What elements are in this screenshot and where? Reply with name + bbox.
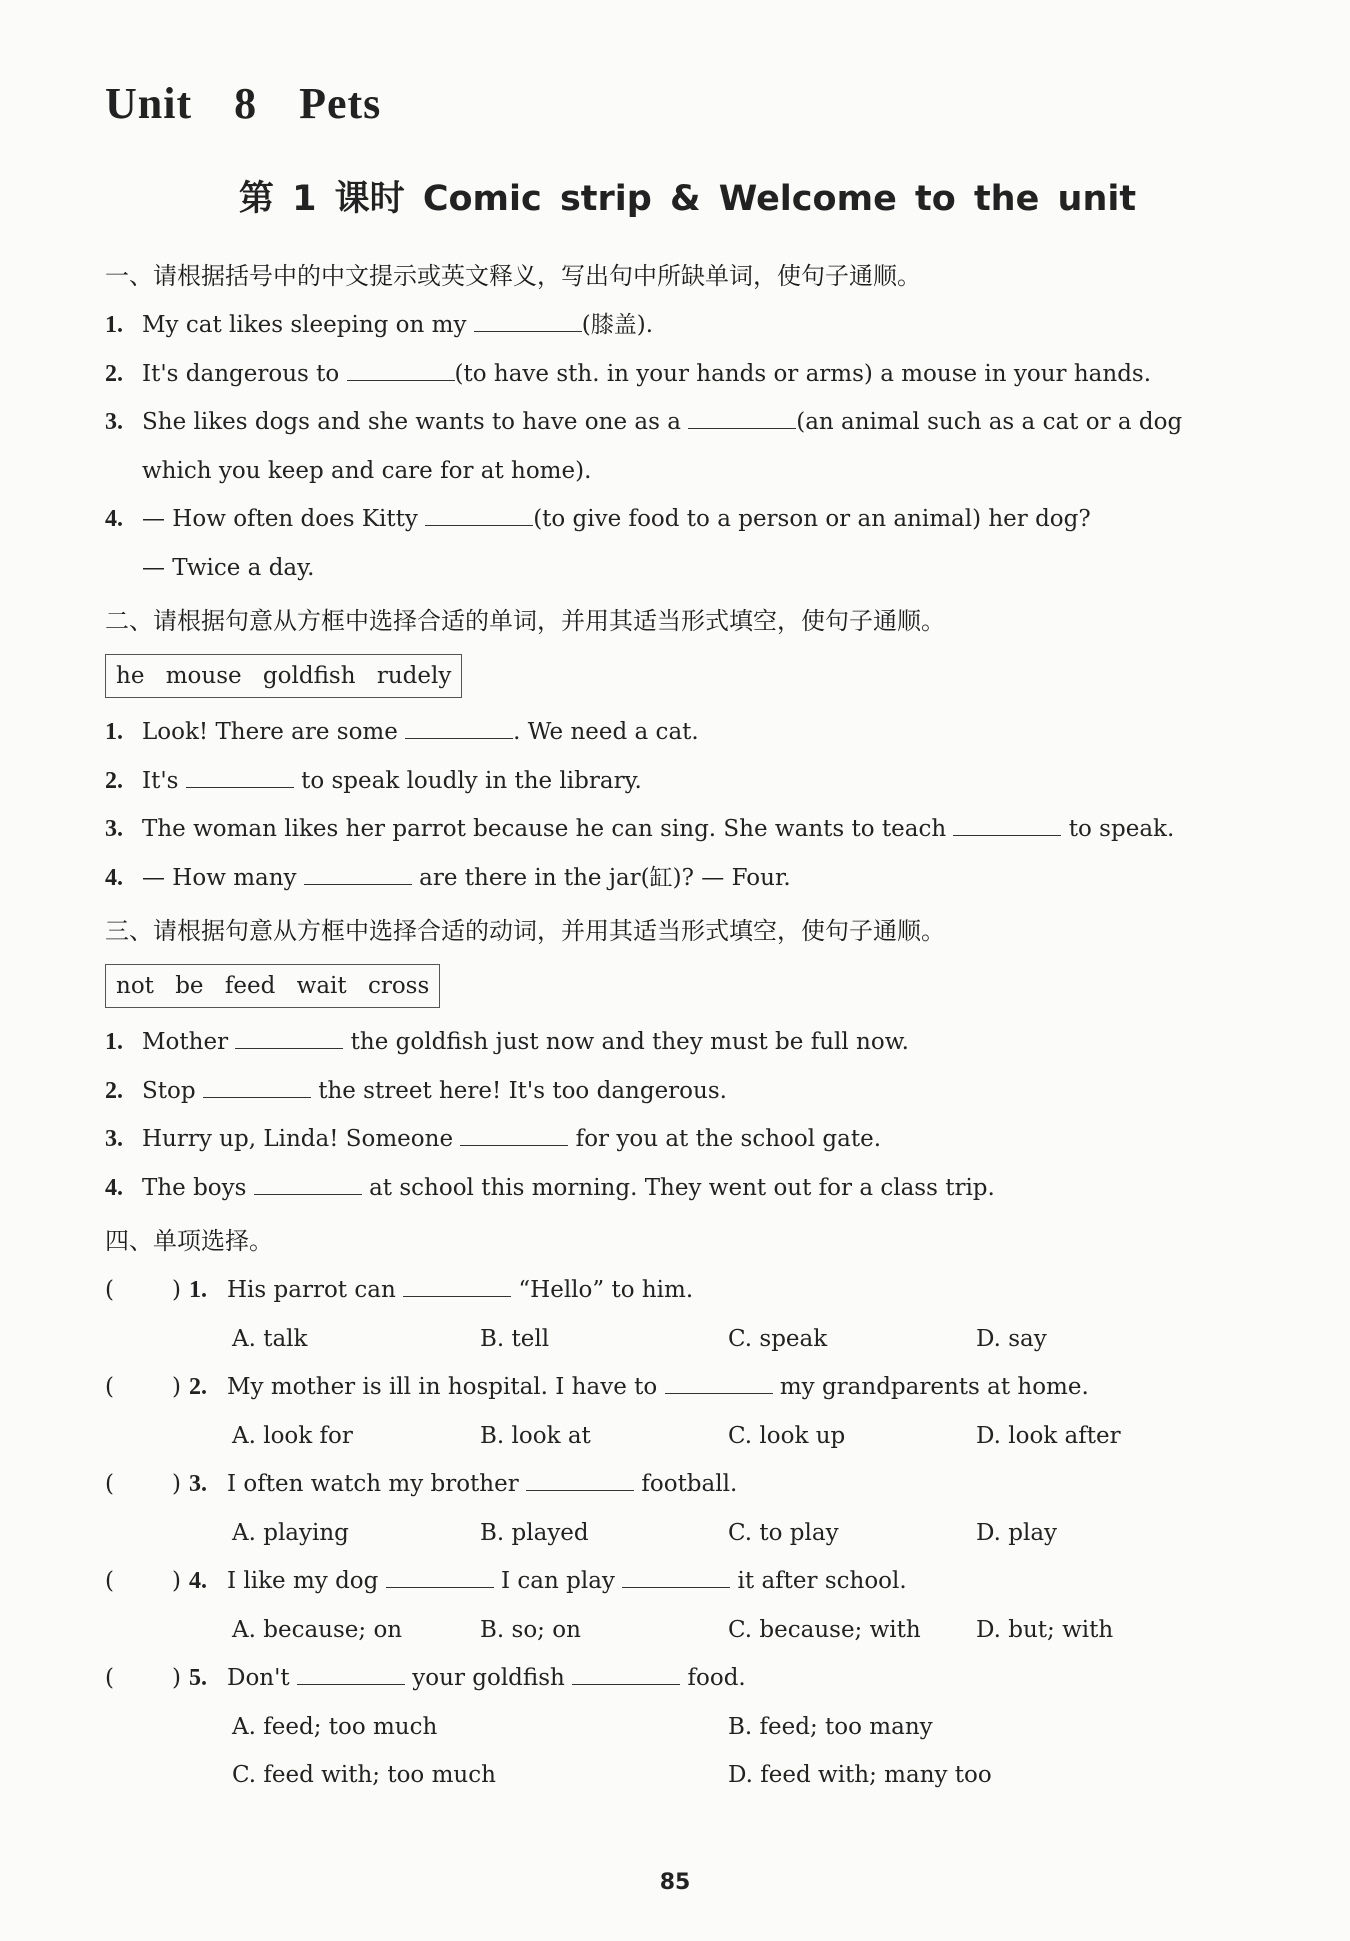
mc-question-3: [105, 1460, 1270, 1509]
question-number: 3.: [189, 1471, 207, 1497]
mc-options: [105, 1751, 1270, 1800]
option-a[interactable]: A. talk: [232, 1325, 308, 1352]
option-a[interactable]: A. because; on: [232, 1616, 403, 1643]
question-text: It's: [142, 767, 186, 794]
s2-question-1: [105, 708, 1270, 757]
option-b[interactable]: B. played: [480, 1519, 589, 1546]
s3-question-4: [105, 1164, 1270, 1213]
section4-heading: 四、单项选择。: [105, 1227, 273, 1255]
option-d[interactable]: D. feed with; many too: [728, 1762, 992, 1788]
answer-blank[interactable]: [622, 1565, 730, 1588]
mc-options: [105, 1509, 1270, 1558]
option-d[interactable]: D. say: [976, 1325, 1047, 1352]
s2-question-3: [105, 805, 1270, 854]
question-text: Hurry up, Linda! Someone: [142, 1126, 461, 1152]
question-number: 4.: [105, 1174, 123, 1201]
answer-parentheses[interactable]: ( ): [105, 1665, 181, 1691]
question-number: 4.: [105, 864, 123, 891]
option-c[interactable]: C. because; with: [728, 1616, 921, 1643]
mc-options: [105, 1315, 1270, 1364]
s1-question-2: [105, 350, 1270, 399]
option-a[interactable]: A. playing: [232, 1519, 349, 1546]
question-number: 3.: [105, 409, 123, 435]
option-c[interactable]: C. feed with; too much: [232, 1762, 496, 1788]
question-text: Don't: [227, 1665, 297, 1691]
s2-question-4: [105, 854, 1270, 903]
answer-blank[interactable]: [953, 813, 1061, 836]
question-text: — How many: [142, 864, 304, 891]
question-number: 1.: [105, 312, 123, 338]
answer-blank[interactable]: [347, 358, 455, 381]
option-d[interactable]: D. look after: [976, 1422, 1121, 1449]
unit-title: Unit 8 Pets: [105, 79, 382, 128]
s3-question-3: [105, 1115, 1270, 1164]
question-text: your goldfish: [404, 1665, 573, 1691]
question-text: are there in the jar(缸)? — Four.: [411, 864, 791, 891]
answer-blank[interactable]: [186, 765, 294, 788]
option-a[interactable]: A. feed; too much: [232, 1713, 438, 1740]
question-text: The boys: [142, 1174, 254, 1201]
answer-parentheses[interactable]: ( ): [105, 1568, 181, 1594]
question-text: My cat likes sleeping on my: [142, 312, 474, 338]
answer-parentheses[interactable]: ( ): [105, 1277, 181, 1303]
question-text: Look! There are some: [142, 719, 406, 745]
answer-blank[interactable]: [474, 309, 582, 332]
answer-parentheses[interactable]: ( ): [105, 1374, 181, 1400]
question-text: (膝盖).: [581, 312, 654, 338]
question-number: 2.: [105, 767, 123, 794]
mc-options: [105, 1606, 1270, 1655]
question-number: 1.: [105, 719, 123, 745]
section3-heading: 三、请根据句意从方框中选择合适的动词，并用其适当形式填空，使句子通顺。: [105, 917, 945, 945]
s1-question-4: [105, 495, 1270, 544]
s1-question-1: [105, 301, 1270, 350]
question-text: for you at the school gate.: [568, 1126, 882, 1152]
question-text: Mother: [142, 1029, 236, 1055]
question-text: The woman likes her parrot because he can sing. She wants to teach: [142, 816, 954, 842]
question-text: at school this morning. They went out for a class trip.: [361, 1174, 995, 1201]
question-text: I often watch my brother: [227, 1471, 527, 1497]
answer-blank[interactable]: [254, 1172, 362, 1195]
question-number: 1.: [105, 1029, 123, 1055]
question-number: 5.: [189, 1665, 207, 1691]
mc-question-2: [105, 1363, 1270, 1412]
question-text: my grandparents at home.: [772, 1374, 1089, 1400]
section1-heading: 一、请根据括号中的中文提示或英文释义，写出句中所缺单词，使句子通顺。: [105, 262, 921, 290]
question-text: (to give food to a person or an animal) her dog?: [533, 506, 1091, 532]
answer-blank[interactable]: [665, 1371, 773, 1394]
answer-blank[interactable]: [460, 1123, 568, 1146]
option-c[interactable]: C. look up: [728, 1422, 846, 1449]
question-number: 2.: [105, 360, 123, 387]
s3-question-1: [105, 1018, 1270, 1067]
lesson-title: 第 1 课时 Comic strip & Welcome to the unit: [238, 179, 1137, 219]
option-b[interactable]: B. feed; too many: [728, 1713, 933, 1740]
answer-blank[interactable]: [297, 1662, 405, 1685]
answer-blank[interactable]: [235, 1026, 343, 1049]
question-text: to speak loudly in the library.: [293, 767, 642, 794]
question-text: Stop: [142, 1077, 203, 1104]
answer-blank[interactable]: [572, 1662, 680, 1685]
question-text: football.: [634, 1471, 738, 1497]
question-text: to speak.: [1061, 816, 1175, 842]
answer-blank[interactable]: [403, 1274, 511, 1297]
question-number: 4.: [105, 506, 123, 532]
question-text: it after school.: [730, 1568, 907, 1594]
question-text: food.: [680, 1665, 746, 1691]
word-box: he mouse goldfish rudely: [105, 654, 462, 698]
question-text: She likes dogs and she wants to have one as a: [142, 409, 689, 435]
answer-blank[interactable]: [203, 1075, 311, 1098]
s3-question-2: [105, 1067, 1270, 1116]
question-continuation: which you keep and care for at home).: [142, 457, 592, 484]
s2-question-2: [105, 757, 1270, 806]
question-text: the goldfish just now and they must be full now.: [343, 1029, 909, 1055]
question-number: 2.: [105, 1077, 123, 1104]
answer-parentheses[interactable]: ( ): [105, 1471, 181, 1497]
question-number: 2.: [189, 1374, 207, 1400]
option-b[interactable]: B. tell: [480, 1325, 550, 1352]
answer-blank[interactable]: [386, 1565, 494, 1588]
question-text: I like my dog: [227, 1568, 386, 1594]
question-number: 3.: [105, 1126, 123, 1152]
question-number: 4.: [189, 1568, 207, 1594]
option-d[interactable]: D. but; with: [976, 1616, 1114, 1643]
option-b[interactable]: B. look at: [480, 1422, 591, 1449]
mc-options: [105, 1703, 1270, 1752]
page-number: 85: [659, 1870, 691, 1895]
answer-blank[interactable]: [425, 503, 533, 526]
question-text: My mother is ill in hospital. I have to: [227, 1374, 665, 1400]
question-text: (to have sth. in your hands or arms) a mouse in your hands.: [454, 360, 1152, 387]
option-d[interactable]: D. play: [976, 1519, 1058, 1546]
question-continuation: — Twice a day.: [142, 554, 315, 581]
answer-blank[interactable]: [688, 406, 796, 429]
question-text: It's dangerous to: [142, 360, 347, 387]
mc-question-1: [105, 1266, 1270, 1315]
question-number: 1.: [189, 1277, 207, 1303]
answer-blank[interactable]: [304, 862, 412, 885]
mc-question-4: [105, 1557, 1270, 1606]
option-a[interactable]: A. look for: [232, 1422, 353, 1449]
question-text: I can play: [493, 1568, 623, 1594]
option-b[interactable]: B. so; on: [480, 1616, 581, 1643]
option-c[interactable]: C. to play: [728, 1519, 839, 1546]
s1-question-3: [105, 398, 1270, 447]
question-text: — How often does Kitty: [142, 506, 426, 532]
mc-question-5: [105, 1654, 1270, 1703]
question-text: (an animal such as a cat or a dog: [796, 409, 1183, 435]
option-c[interactable]: C. speak: [728, 1325, 828, 1352]
question-number: 3.: [105, 816, 123, 842]
question-text: the street here! It's too dangerous.: [310, 1077, 727, 1104]
section2-heading: 二、请根据句意从方框中选择合适的单词，并用其适当形式填空，使句子通顺。: [105, 607, 945, 635]
answer-blank[interactable]: [526, 1468, 634, 1491]
question-text: “Hello” to him.: [511, 1277, 694, 1303]
question-text: . We need a cat.: [513, 719, 699, 745]
mc-options: [105, 1412, 1270, 1461]
question-text: His parrot can: [227, 1277, 404, 1303]
answer-blank[interactable]: [405, 716, 513, 739]
word-box: not be feed wait cross: [105, 964, 440, 1008]
